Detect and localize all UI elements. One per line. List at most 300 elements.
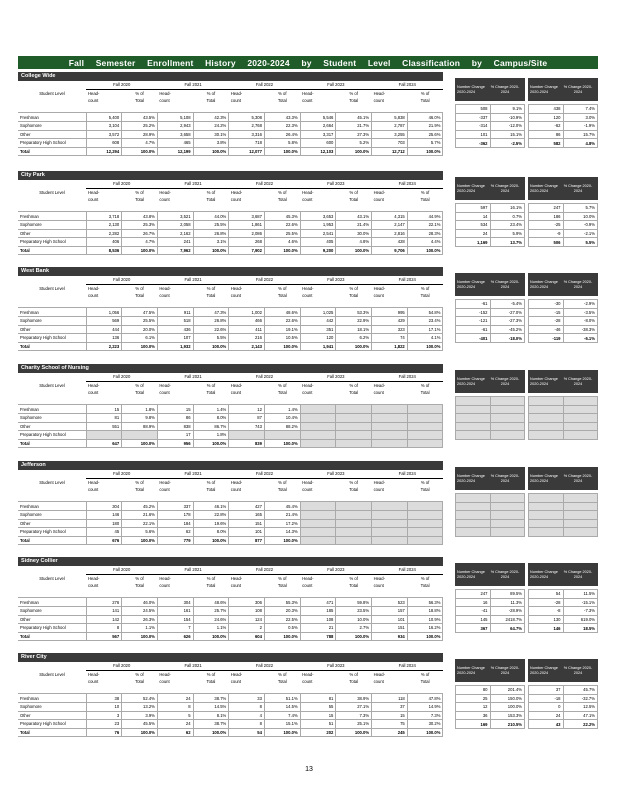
table-cell	[336, 439, 372, 448]
change-cell: 5.7%	[563, 204, 598, 213]
year-header: Fall 2022	[229, 662, 300, 670]
change-cell: 186	[529, 212, 564, 221]
table-cell: 74	[372, 334, 408, 343]
row-label: Preparatory High School	[18, 139, 86, 148]
change-2020-2024-panel	[455, 370, 525, 440]
change-cell	[563, 502, 598, 511]
change-cell	[529, 511, 564, 520]
column-header-row-2	[18, 678, 443, 686]
campus-table-block	[18, 72, 443, 156]
percent-header: % of	[420, 671, 430, 677]
table-cell: 100.0%	[122, 147, 158, 156]
year-header: Fall 2023	[300, 566, 371, 574]
change-row	[456, 238, 525, 247]
table-cell: 23.5%	[336, 606, 372, 615]
table-cell	[407, 439, 443, 448]
change-cell: -0.9%	[563, 221, 598, 230]
column-header-row	[18, 381, 443, 389]
row-label: Other	[18, 422, 86, 431]
table-cell: 608	[86, 139, 122, 148]
page-number: 13	[305, 766, 313, 773]
change-header	[455, 78, 525, 101]
table-cell: 62	[157, 728, 193, 737]
change-cell	[490, 494, 525, 503]
table-cell: 157	[372, 606, 408, 615]
table-cell: 45.3%	[264, 212, 300, 221]
table-row	[18, 528, 443, 537]
percent-change-label: % Change 2020-2024	[490, 473, 520, 483]
table-cell: 3,687	[229, 212, 265, 221]
change-cell: 1,169	[456, 238, 491, 247]
row-label: Other	[18, 615, 86, 624]
change-row	[529, 511, 598, 520]
table-cell: 411	[229, 325, 265, 334]
table-cell: 100.0%	[193, 728, 229, 737]
table-cell: 100.0%	[122, 439, 158, 448]
change-cell	[490, 502, 525, 511]
table-row	[18, 308, 443, 317]
change-row	[529, 624, 598, 633]
table-cell: 165	[229, 510, 265, 519]
change-cell: 508	[456, 105, 491, 114]
table-cell: 8.1%	[193, 711, 229, 720]
change-cell: -7.3%	[563, 607, 598, 616]
table-cell: 306	[229, 598, 265, 607]
change-cell: 11.3%	[490, 598, 525, 607]
table-cell: 1,953	[300, 220, 336, 229]
change-cell: 0.7%	[490, 212, 525, 221]
table-cell	[407, 536, 443, 545]
change-cell: -38.3%	[563, 325, 598, 334]
table-cell: 55	[300, 702, 336, 711]
year-header: Fall 2022	[229, 81, 300, 89]
table-cell: 52.4%	[122, 694, 158, 703]
change-cell	[456, 502, 491, 511]
change-cell: 120	[529, 113, 564, 122]
header-spacer	[18, 566, 86, 574]
campus-name: Jefferson	[18, 461, 443, 470]
percent-change-label: % Change 2020-2024	[490, 84, 520, 94]
table-cell: 1,822	[372, 342, 408, 351]
change-cell: -1.9%	[563, 122, 598, 131]
table-cell: 1.4%	[193, 405, 229, 414]
table-cell: 154	[157, 615, 193, 624]
column-header-row-2	[18, 486, 443, 494]
change-row	[529, 334, 598, 343]
table-row	[18, 413, 443, 422]
change-header	[455, 177, 525, 200]
table-cell: 7	[157, 624, 193, 633]
percent-header: % of	[349, 285, 358, 291]
percent-header: % of	[349, 671, 358, 677]
header-spacer	[18, 582, 86, 590]
table-row	[18, 632, 443, 641]
campus-table-block	[18, 653, 443, 737]
change-cell	[563, 494, 598, 503]
table-cell: 38.9%	[336, 694, 372, 703]
year-header: Fall 2022	[229, 276, 300, 284]
row-label: Preparatory High School	[18, 334, 86, 343]
table-cell: 647	[86, 439, 122, 448]
change-table	[528, 490, 598, 537]
change-cell	[490, 414, 525, 423]
percent-header: Total	[420, 583, 430, 589]
table-cell: 1,056	[86, 308, 122, 317]
table-cell: 22.6%	[193, 325, 229, 334]
percent-change-label: % Change 2020-2024	[563, 183, 593, 193]
table-cell: 2,086	[229, 229, 265, 238]
table-cell: 23	[86, 720, 122, 729]
change-row	[529, 615, 598, 624]
percent-header: % of	[206, 285, 216, 291]
table-cell: 17.1%	[407, 325, 443, 334]
table-cell: 2,058	[157, 220, 193, 229]
row-label: Total	[18, 632, 86, 641]
change-row	[529, 139, 598, 148]
column-header-row-2	[18, 389, 443, 397]
table-cell: 21.7%	[336, 121, 372, 130]
change-row	[456, 694, 525, 703]
change-cell	[529, 519, 564, 528]
change-header	[528, 273, 598, 296]
spacer-cell	[18, 300, 443, 308]
table-cell: 1,941	[300, 342, 336, 351]
change-header	[455, 467, 525, 490]
number-change-label: Number Change 2020-2024	[457, 665, 485, 675]
table-cell: 100.0%	[264, 536, 300, 545]
percent-header: Total	[349, 98, 359, 104]
campus-name: Charity School of Nursing	[18, 364, 443, 373]
table-cell: 567	[86, 632, 122, 641]
change-row	[529, 300, 598, 309]
change-cell	[529, 502, 564, 511]
table-cell: 0.5%	[264, 624, 300, 633]
table-cell: 120	[300, 334, 336, 343]
change-cell: 4.8%	[563, 139, 598, 148]
change-cell: 145	[456, 615, 491, 624]
change-cell: 506	[529, 238, 564, 247]
table-cell	[300, 405, 336, 414]
table-cell: 44.0%	[193, 212, 229, 221]
change-cell: 80	[456, 686, 491, 695]
table-cell: 2,541	[300, 229, 336, 238]
change-cell: 9.1%	[490, 105, 525, 114]
percent-change-label: % Change 2020-2024	[490, 376, 520, 386]
percent-header: % of	[135, 479, 144, 485]
change-header	[528, 467, 598, 490]
change-cell: 86	[529, 130, 564, 139]
table-cell: 5,546	[300, 113, 336, 122]
change-cell: -121	[456, 317, 491, 326]
percent-header: Total	[420, 293, 430, 299]
year-header: Fall 2023	[300, 470, 371, 478]
table-cell: 466	[229, 316, 265, 325]
table-cell: 14.5%	[193, 702, 229, 711]
percent-header: % of	[420, 479, 430, 485]
table-cell	[300, 536, 336, 545]
table-row	[18, 702, 443, 711]
table-cell: 19.6%	[193, 519, 229, 528]
table-cell: 108	[300, 615, 336, 624]
table-cell: 24	[157, 720, 193, 729]
table-cell: 25.1%	[336, 720, 372, 729]
change-cell: -2.5%	[490, 139, 525, 148]
row-label: Other	[18, 519, 86, 528]
table-cell: 43.1%	[336, 212, 372, 221]
headcount-header: count	[302, 197, 313, 203]
change-cell: 201.4%	[490, 686, 525, 695]
year-header: Fall 2023	[300, 81, 371, 89]
table-row	[18, 121, 443, 130]
headcount-header: Head-	[88, 671, 100, 677]
header-spacer	[18, 389, 86, 397]
row-label: Freshman	[18, 598, 86, 607]
table-cell: 45.1%	[336, 113, 372, 122]
year-header: Fall 2020	[86, 662, 157, 670]
table-cell: 304	[86, 502, 122, 511]
table-cell: 3,521	[157, 212, 193, 221]
change-row	[529, 502, 598, 511]
change-row	[456, 317, 525, 326]
change-cell: 597	[456, 204, 491, 213]
table-cell: 141	[86, 606, 122, 615]
headcount-header: Head-	[88, 479, 100, 485]
table-cell	[336, 405, 372, 414]
campus-table-block	[18, 557, 443, 641]
headcount-header: Head-	[88, 189, 100, 195]
table-cell: 19.1%	[264, 325, 300, 334]
change-cell: 15.7%	[563, 130, 598, 139]
table-cell: 48.6%	[264, 308, 300, 317]
table-cell: 3,104	[86, 121, 122, 130]
change-row	[529, 519, 598, 528]
spacer-cell	[18, 105, 443, 113]
year-header: Fall 2021	[157, 180, 228, 188]
headcount-header: Head-	[302, 285, 314, 291]
table-cell: 100.0%	[122, 728, 158, 737]
table-cell: 136	[86, 334, 122, 343]
percent-change-label: % Change 2020-2024	[490, 183, 520, 193]
headcount-header: count	[230, 679, 242, 685]
year-header: Fall 2022	[229, 566, 300, 574]
change-cell	[456, 511, 491, 520]
change-cell: -28	[529, 317, 564, 326]
table-cell: 20.0%	[122, 325, 158, 334]
change-cell	[456, 405, 491, 414]
row-label: Sophomore	[18, 121, 86, 130]
percent-header: Total	[277, 390, 287, 396]
headcount-header: Head-	[302, 479, 314, 485]
number-change-label: Number Change 2020-2024	[457, 84, 485, 94]
change-cell: -2.9%	[563, 300, 598, 309]
student-level-header: Student Level	[39, 575, 65, 581]
headcount-header: Head-	[373, 90, 385, 96]
table-cell: 5,400	[86, 113, 122, 122]
headcount-header: count	[88, 583, 99, 589]
table-cell: 245	[372, 728, 408, 737]
percent-header: Total	[135, 583, 144, 589]
change-cell: 619.0%	[563, 615, 598, 624]
percent-header: % of	[135, 285, 144, 291]
table-cell: 8.0%	[193, 413, 229, 422]
table-cell: 241	[157, 238, 193, 247]
table-cell: 4.8%	[336, 238, 372, 247]
table-cell: 839	[229, 439, 265, 448]
table-cell: 3	[86, 711, 122, 720]
table-cell	[372, 502, 408, 511]
table-row	[18, 711, 443, 720]
table-cell: 178	[157, 510, 193, 519]
spacer-row	[18, 686, 443, 694]
change-cell: 24	[529, 711, 564, 720]
table-cell: 14.9%	[407, 702, 443, 711]
table-cell: 24.2%	[193, 121, 229, 130]
table-cell: 45	[86, 528, 122, 537]
change-cell: 153.3%	[490, 711, 525, 720]
change-row	[456, 221, 525, 230]
year-header-row	[18, 470, 443, 478]
table-cell: 44.9%	[407, 212, 443, 221]
spacer-cell	[18, 590, 443, 598]
change-row	[529, 317, 598, 326]
year-header: Fall 2024	[372, 470, 443, 478]
year-header: Fall 2024	[372, 180, 443, 188]
table-cell: 81	[86, 413, 122, 422]
change-cell: -28	[529, 598, 564, 607]
change-row	[529, 221, 598, 230]
headcount-header: Head-	[373, 671, 385, 677]
table-cell: 3,718	[86, 212, 122, 221]
spacer-cell	[18, 397, 443, 405]
headcount-header: count	[302, 487, 313, 493]
change-header	[528, 177, 598, 200]
table-cell	[372, 413, 408, 422]
change-row	[529, 204, 598, 213]
table-cell: 3,255	[372, 130, 408, 139]
change-cell: 101	[456, 130, 491, 139]
percent-change-label: % Change 2020-2024	[490, 279, 520, 289]
table-cell	[300, 502, 336, 511]
table-cell: 2,282	[86, 229, 122, 238]
table-cell: 100.0%	[193, 246, 229, 255]
change-row	[529, 405, 598, 414]
row-label: Total	[18, 342, 86, 351]
headcount-header: count	[88, 98, 99, 104]
table-cell: 86.7%	[193, 422, 229, 431]
headcount-header: Head-	[159, 575, 171, 581]
row-label: Total	[18, 439, 86, 448]
headcount-header: count	[88, 293, 99, 299]
enrollment-table	[18, 81, 443, 156]
change-cell: -61	[456, 300, 491, 309]
headcount-header: count	[230, 98, 242, 104]
change-cell	[529, 397, 564, 406]
table-cell: 25.5%	[122, 316, 158, 325]
table-cell: 22.6%	[264, 220, 300, 229]
table-cell: 15	[157, 405, 193, 414]
headcount-header: count	[88, 197, 99, 203]
table-row	[18, 212, 443, 221]
header-spacer	[18, 662, 86, 670]
student-level-header: Student Level	[39, 90, 65, 96]
table-cell	[336, 510, 372, 519]
number-change-label: Number Change 2020-2024	[457, 279, 485, 289]
change-cell: 367	[456, 624, 491, 633]
year-header: Fall 2020	[86, 566, 157, 574]
table-cell: 100.0%	[122, 342, 158, 351]
change-row	[529, 590, 598, 599]
table-row	[18, 720, 443, 729]
headcount-header: Head-	[230, 90, 243, 96]
table-cell: 8.0%	[193, 528, 229, 537]
change-row	[529, 122, 598, 131]
table-cell: 600	[300, 139, 336, 148]
number-change-label: Number Change 2020-2024	[530, 279, 558, 289]
table-cell: 518	[157, 316, 193, 325]
percent-header: % of	[420, 285, 430, 291]
table-cell	[407, 431, 443, 440]
table-cell: 48.6%	[193, 598, 229, 607]
column-header-row	[18, 284, 443, 292]
row-label: Total	[18, 536, 86, 545]
spacer-cell	[18, 686, 443, 694]
table-cell: 21	[300, 624, 336, 633]
table-row	[18, 536, 443, 545]
headcount-header: count	[373, 583, 384, 589]
percent-header: Total	[349, 293, 359, 299]
headcount-header: count	[373, 293, 384, 299]
headcount-header: Head-	[373, 189, 385, 195]
change-cell: 25	[456, 694, 491, 703]
change-2023-2024-panel	[528, 273, 598, 343]
table-cell: 100.0%	[336, 728, 372, 737]
change-row	[529, 528, 598, 537]
change-cell: -41	[456, 607, 491, 616]
headcount-header: Head-	[88, 90, 100, 96]
table-row	[18, 325, 443, 334]
percent-header: Total	[277, 293, 287, 299]
change-2020-2024-panel	[455, 177, 525, 247]
year-header: Fall 2020	[86, 470, 157, 478]
change-row	[456, 212, 525, 221]
table-cell: 43.5%	[122, 113, 158, 122]
column-header-row-2	[18, 97, 443, 105]
percent-change-label: % Change 2020-2024	[490, 665, 520, 675]
change-cell	[490, 519, 525, 528]
change-cell	[529, 422, 564, 431]
table-cell	[122, 431, 158, 440]
table-cell: 1,025	[300, 308, 336, 317]
table-cell: 100.0%	[264, 342, 300, 351]
change-cell	[529, 494, 564, 503]
headcount-header: count	[373, 487, 384, 493]
table-cell: 10.5%	[264, 334, 300, 343]
change-row	[529, 607, 598, 616]
table-cell: 18.1%	[336, 325, 372, 334]
table-cell: 26.4%	[264, 130, 300, 139]
row-label: Other	[18, 229, 86, 238]
table-cell: 185	[300, 606, 336, 615]
change-cell: 169	[456, 720, 491, 729]
percent-header: Total	[206, 679, 216, 685]
change-row	[529, 397, 598, 406]
percent-header: Total	[420, 487, 430, 493]
table-cell: 4.4%	[407, 238, 443, 247]
column-header-row	[18, 478, 443, 486]
change-2023-2024-panel	[528, 78, 598, 148]
year-header: Fall 2021	[157, 373, 228, 381]
change-2020-2024-panel	[455, 467, 525, 537]
